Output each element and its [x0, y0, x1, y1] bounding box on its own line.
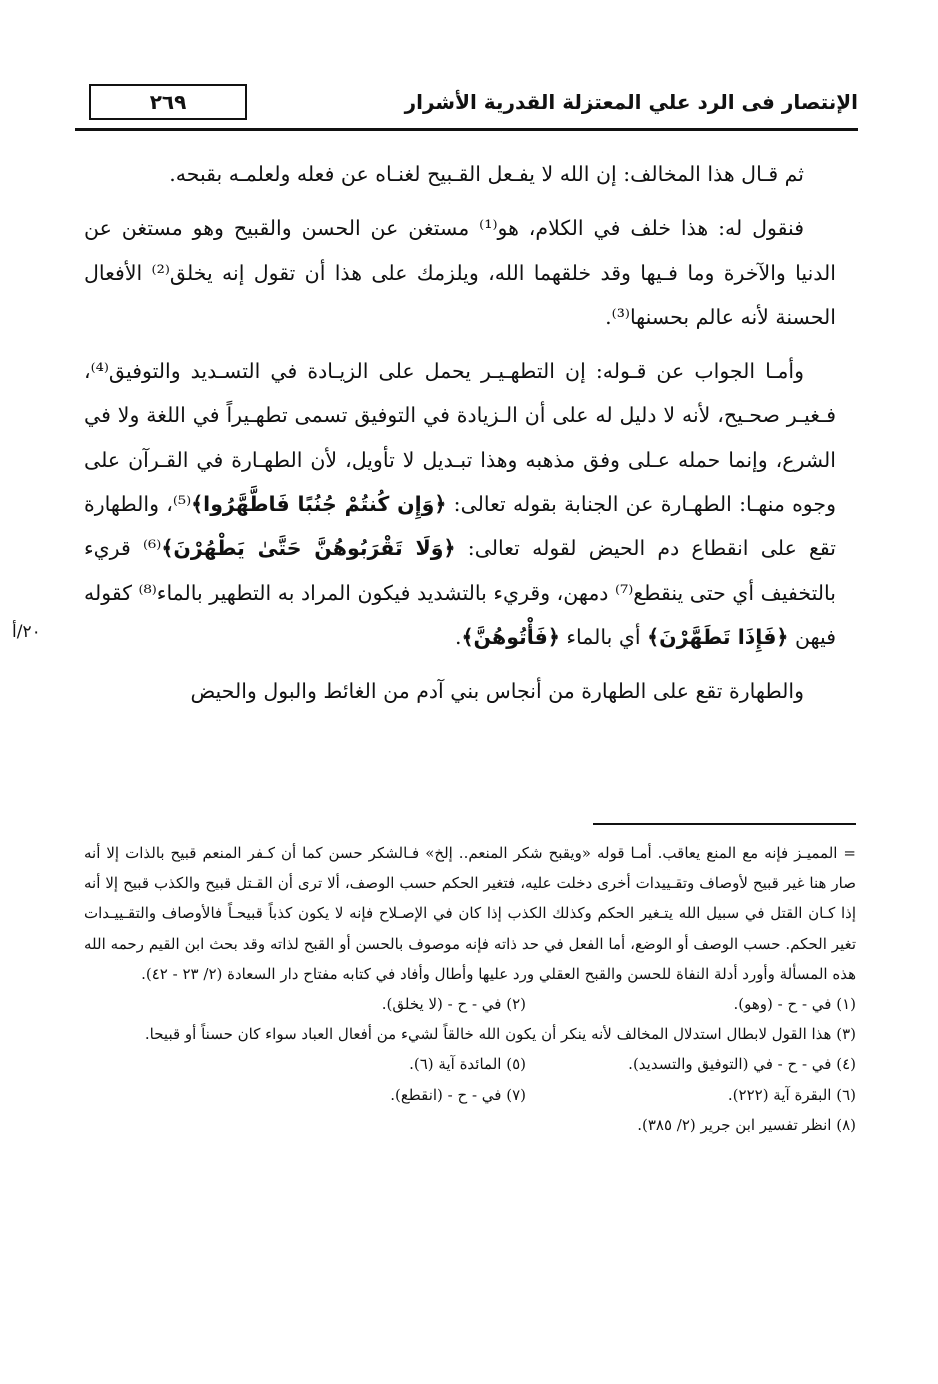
footnote-6: (٦) البقرة آية (٢٢٢). — [727, 1085, 856, 1104]
quran-quote-4: ﴿فَأْتُوهُنَّ﴾ — [461, 624, 560, 649]
paragraph-3-text-b: ⁽⁵⁾، والطهارة تقع على انقطاع دم الحيض لقوله تعالى: — [84, 492, 836, 561]
footnote-4: (٤) في - ح - في (التوفيق والتسديد). — [628, 1055, 856, 1074]
paragraph-3-text-a: وأمـا الجواب عن قـوله: إن التطهـيـر يحمل على الزيـادة في التسـديد والتوفيق⁽⁴⁾، فـغيـر صحـيح، لأنه لا دليل له على أن الـزيادة في التوفيق تسمى تطهـيراً في اللغة ولا في الشرع، وإنما حمله عـلى وفق مذهبه وهذا تبـديل لا تأويل، لأن الطهـارة في القـرآن على وجوه منهـا: الطهـارة عن الجنابة بقوله تعالى: — [84, 359, 836, 517]
footnote-row — [84, 989, 856, 1019]
paragraph-3-text-c: ⁽⁶⁾ قريء بالتخفيف أي حتى ينقطع⁽⁷⁾ دمهن، وقريء بالتشديد فيكون المراد به التطهير بالماء⁽⁸⁾ كقوله فيهن — [84, 536, 836, 649]
paragraph-3-text-d: أي بالماء — [566, 624, 641, 649]
footnote-continuation: = المميـز فإنه مع المنع يعاقب. أمـا قوله «ويقبح شكر المنعم.. إلخ» فـالشكر حسن كما أن كـفر المنعم قبيح بالذات إلا أنه صار هنا غير قبيح لأوصاف وتقـييدات أخرى دخلت عليه، فتغير الحكم حسب الوصف، ألا ترى أن القـتل قبيح والكذب قبيح إلا أنه إذا كـان القتل في سبيل الله يتـغير الحكم وكذلك الكذب إذا كان في الإصـلاح فإنه لا يكون كذباً قبيحـاً فالأوصاف والتقـييـدات تغير الحكم. حسب الوصف أو الوضع، أما الفعل في حد ذاته فإنه موصوف بالحسن أو القبح لذاته وقد بحث ابن القيم رحمه الله هذه المسألة وأورد أدلة النفاة للحسن والقبح العقلي ورد عليها وأطال وأفاد في كتابه مفتاح دار السعادة (٢/ ٢٣ - ٤٢). — [84, 844, 856, 983]
footnote-8: (٨) انظر تفسير ابن جرير (٢/ ٣٨٥). — [637, 1115, 856, 1134]
paragraph-2: فنقول له: هذا خلف في الكلام، هو⁽¹⁾ مستغن عن الحسن والقبيح وهو مستغن عن الدنيا والآخرة وما فـيها وقد خلقهما الله، ويلزمك على هذا أن تقول إنه يخلق⁽²⁾ الأفعال الحسنة لأنه عالم بحسنها⁽³⁾. — [84, 216, 836, 329]
footnotes — [84, 838, 856, 1140]
footnote-row — [84, 1080, 856, 1110]
running-title: الإنتصار فى الرد علي المعتزلة القدرية الأشرار — [404, 90, 858, 114]
footnote-2: (٢) في - ح - (لا يخلق). — [381, 995, 526, 1014]
main-text — [84, 152, 836, 724]
footnote-7: (٧) في - ح - (انقطع). — [390, 1085, 526, 1104]
page-header — [75, 82, 858, 132]
margin-note: ٢٠/أ — [12, 622, 41, 642]
quran-quote-2: ﴿وَلَا تَقْرَبُوهُنَّ حَتَّىٰ يَطْهُرْنَ﴾ — [161, 536, 456, 561]
footnote-1: (١) في - ح - (وهو). — [733, 995, 856, 1014]
footnote-row — [84, 1049, 856, 1079]
footnote-3: (٣) هذا القول لابطال استدلال المخالف لأنه ينكر أن يكون الله خالقاً لشيء من أفعال العباد سواء كان حسناً أو قبيحا. — [144, 1025, 856, 1044]
quran-quote-3: ﴿فَإِذَا تَطَهَّرْنَ﴾ — [647, 624, 789, 649]
header-rule — [75, 128, 858, 131]
paragraph-3-text-e: . — [454, 624, 462, 649]
page-number: ٢٦٩ — [89, 84, 247, 120]
footnote-5: (٥) المائدة آية (٦). — [409, 1055, 526, 1074]
footnote-rule — [593, 823, 856, 825]
quran-quote-1: ﴿وَإِن كُنتُمْ جُنُبًا فَاطَّهَّرُوا﴾ — [191, 492, 447, 517]
paragraph-1: ثم قـال هذا المخالف: إن الله لا يفـعل القـبيح لغنـاه عن فعله ولعلمـه بقبحه. — [169, 162, 804, 186]
paragraph-4: والطهارة تقع على الطهارة من أنجاس بني آدم من الغائط والبول والحيض — [190, 679, 804, 704]
paragraph-3 — [84, 349, 836, 659]
